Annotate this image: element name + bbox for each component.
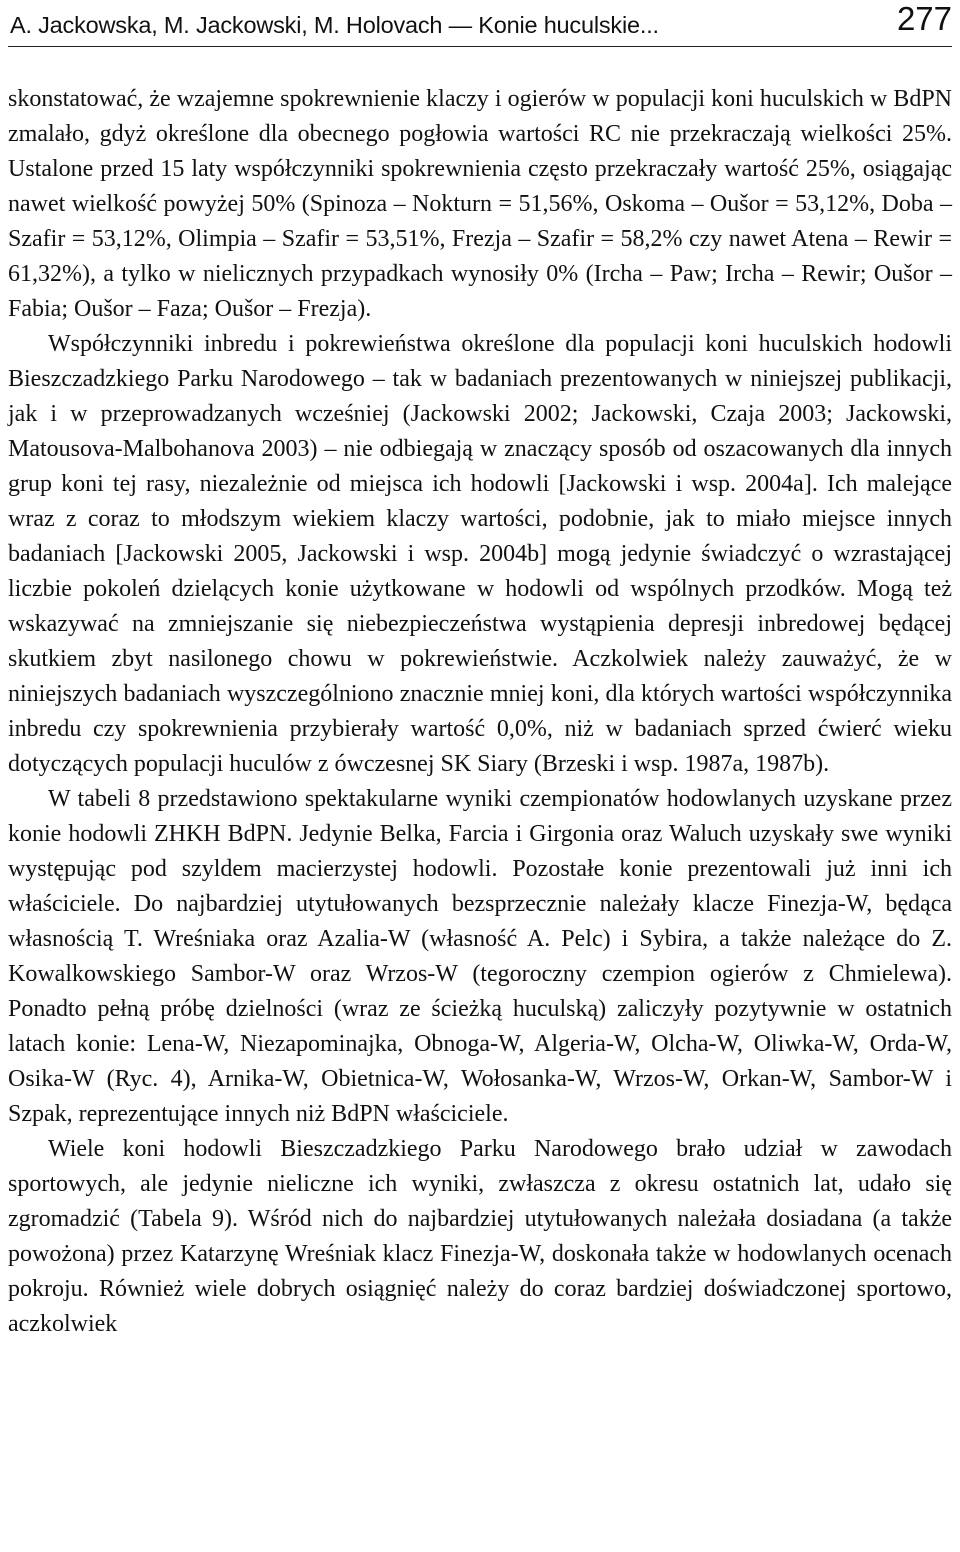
running-header-title: A. Jackowska, M. Jackowski, M. Holovach — Konie huculskie...: [10, 12, 659, 38]
paragraph-breeding-championships: W tabeli 8 przedstawiono spektakularne wyniki czempionatów hodowlanych uzyskane przez konie hodowli ZHKH BdPN. Jedynie Belka, Farcia i Girgonia oraz Waluch uzyskały swe wyniki występując pod szyldem macierzystej hodowli. Pozostałe konie prezentowali już inni ich właściciele. Do najbardziej utytułowanych bezsprzecznie należały klacze Finezja-W, będąca własnością T. Wreśniaka oraz Azalia-W (własność A. Pelc) i Sybira, a także należące do Z. Kowalkowskiego Sambor-W oraz Wrzos-W (tegoroczny czempion ogierów z Chmielewa). Ponadto pełną próbę dzielności (wraz ze ścieżką huculską) zaliczyły pozytywnie w ostatnich latach konie: Lena-W, Niezapominajka, Obnoga-W, Algeria-W, Olcha-W, Oliwka-W, Orda-W, Osika-W (Ryc. 4), Arnika-W, Obietnica-W, Wołosanka-W, Wrzos-W, Orkan-W, Sambor-W i Szpak, reprezentujące innych niż BdPN właściciele.: [8, 786, 952, 1127]
paragraph-sport-competitions: Wiele koni hodowli Bieszczadzkiego Parku Narodowego brało udział w zawodach sportowych, ale jedynie nieliczne ich wyniki, zwłaszcza z okresu ostatnich lat, udało się zgromadzić (Tabela 9). Wśród nich do najbardziej utytułowanych należała dosiadana (a także powożona) przez Katarzynę Wreśniak klacz Finezja-W, doskonała także w hodowlanych ocenach pokroju. Również wiele dobrych osiągnięć należy do coraz bardziej doświadczonej sportowo, aczkolwiek: [8, 1136, 952, 1337]
running-header: [8, 0, 952, 47]
paragraph-inbreeding-coefficients: Współczynniki inbredu i pokrewieństwa określone dla populacji koni huculskich hodowli Bieszczadzkiego Parku Narodowego – tak w badaniach prezentowanych w niniejszej publikacji, jak i w przeprowadzanych wcześniej (Jackowski 2002; Jackowski, Czaja 2003; Jackowski, Matousova-Malbohanova 2003) – nie odbiegają w znaczący sposób od oszacowanych dla innych grup koni tej rasy, niezależnie od miejsca ich hodowli [Jackowski i wsp. 2004a]. Ich malejące wraz z coraz to młodszym wiekiem klaczy wartości, podobnie, jak to miało miejsce innych badaniach [Jackowski 2005, Jackowski i wsp. 2004b] mogą jedynie świadczyć o wzrastającej liczbie pokoleń dzielących konie użytkowane w hodowli od wspólnych przodków. Mogą też wskazywać na zmniejszanie się niebezpieczeństwa wystąpienia depresji inbredowej będącej skutkiem zbyt nasilonego chowu w pokrewieństwie. Aczkolwiek należy zauważyć, że w niniejszych badaniach wyszczególniono znacznie mniej koni, dla których wartości współczynnika inbredu czy spokrewnienia przybierały wartość 0,0%, niż w badaniach sprzed ćwierć wieku dotyczących populacji huculów z ówczesnej SK Siary (Brzeski i wsp. 1987a, 1987b).: [8, 331, 952, 777]
paragraph-continued: skonstatować, że wzajemne spokrewnienie klaczy i ogierów w populacji koni huculskich w BdPN zmalało, gdyż określone dla obecnego pogłowia wartości RC nie przekraczają wielkości 25%. Ustalone przed 15 laty współczynniki spokrewnienia często przekraczały wartość 25%, osiągając nawet wielkość powyżej 50% (Spinoza – Nokturn = 51,56%, Oskoma – Oušor = 53,12%, Doba – Szafir = 53,12%, Olimpia – Szafir = 53,51%, Frezja – Szafir = 58,2% czy nawet Atena – Rewir = 61,32%), a tylko w nielicznych przypadkach wynosiły 0% (Ircha – Paw; Ircha – Rewir; Oušor – Fabia; Oušor – Faza; Oušor – Frezja).: [8, 86, 952, 322]
document-page: [8, 0, 952, 1552]
page-number: 277: [896, 0, 952, 37]
body-text: [8, 82, 952, 1342]
